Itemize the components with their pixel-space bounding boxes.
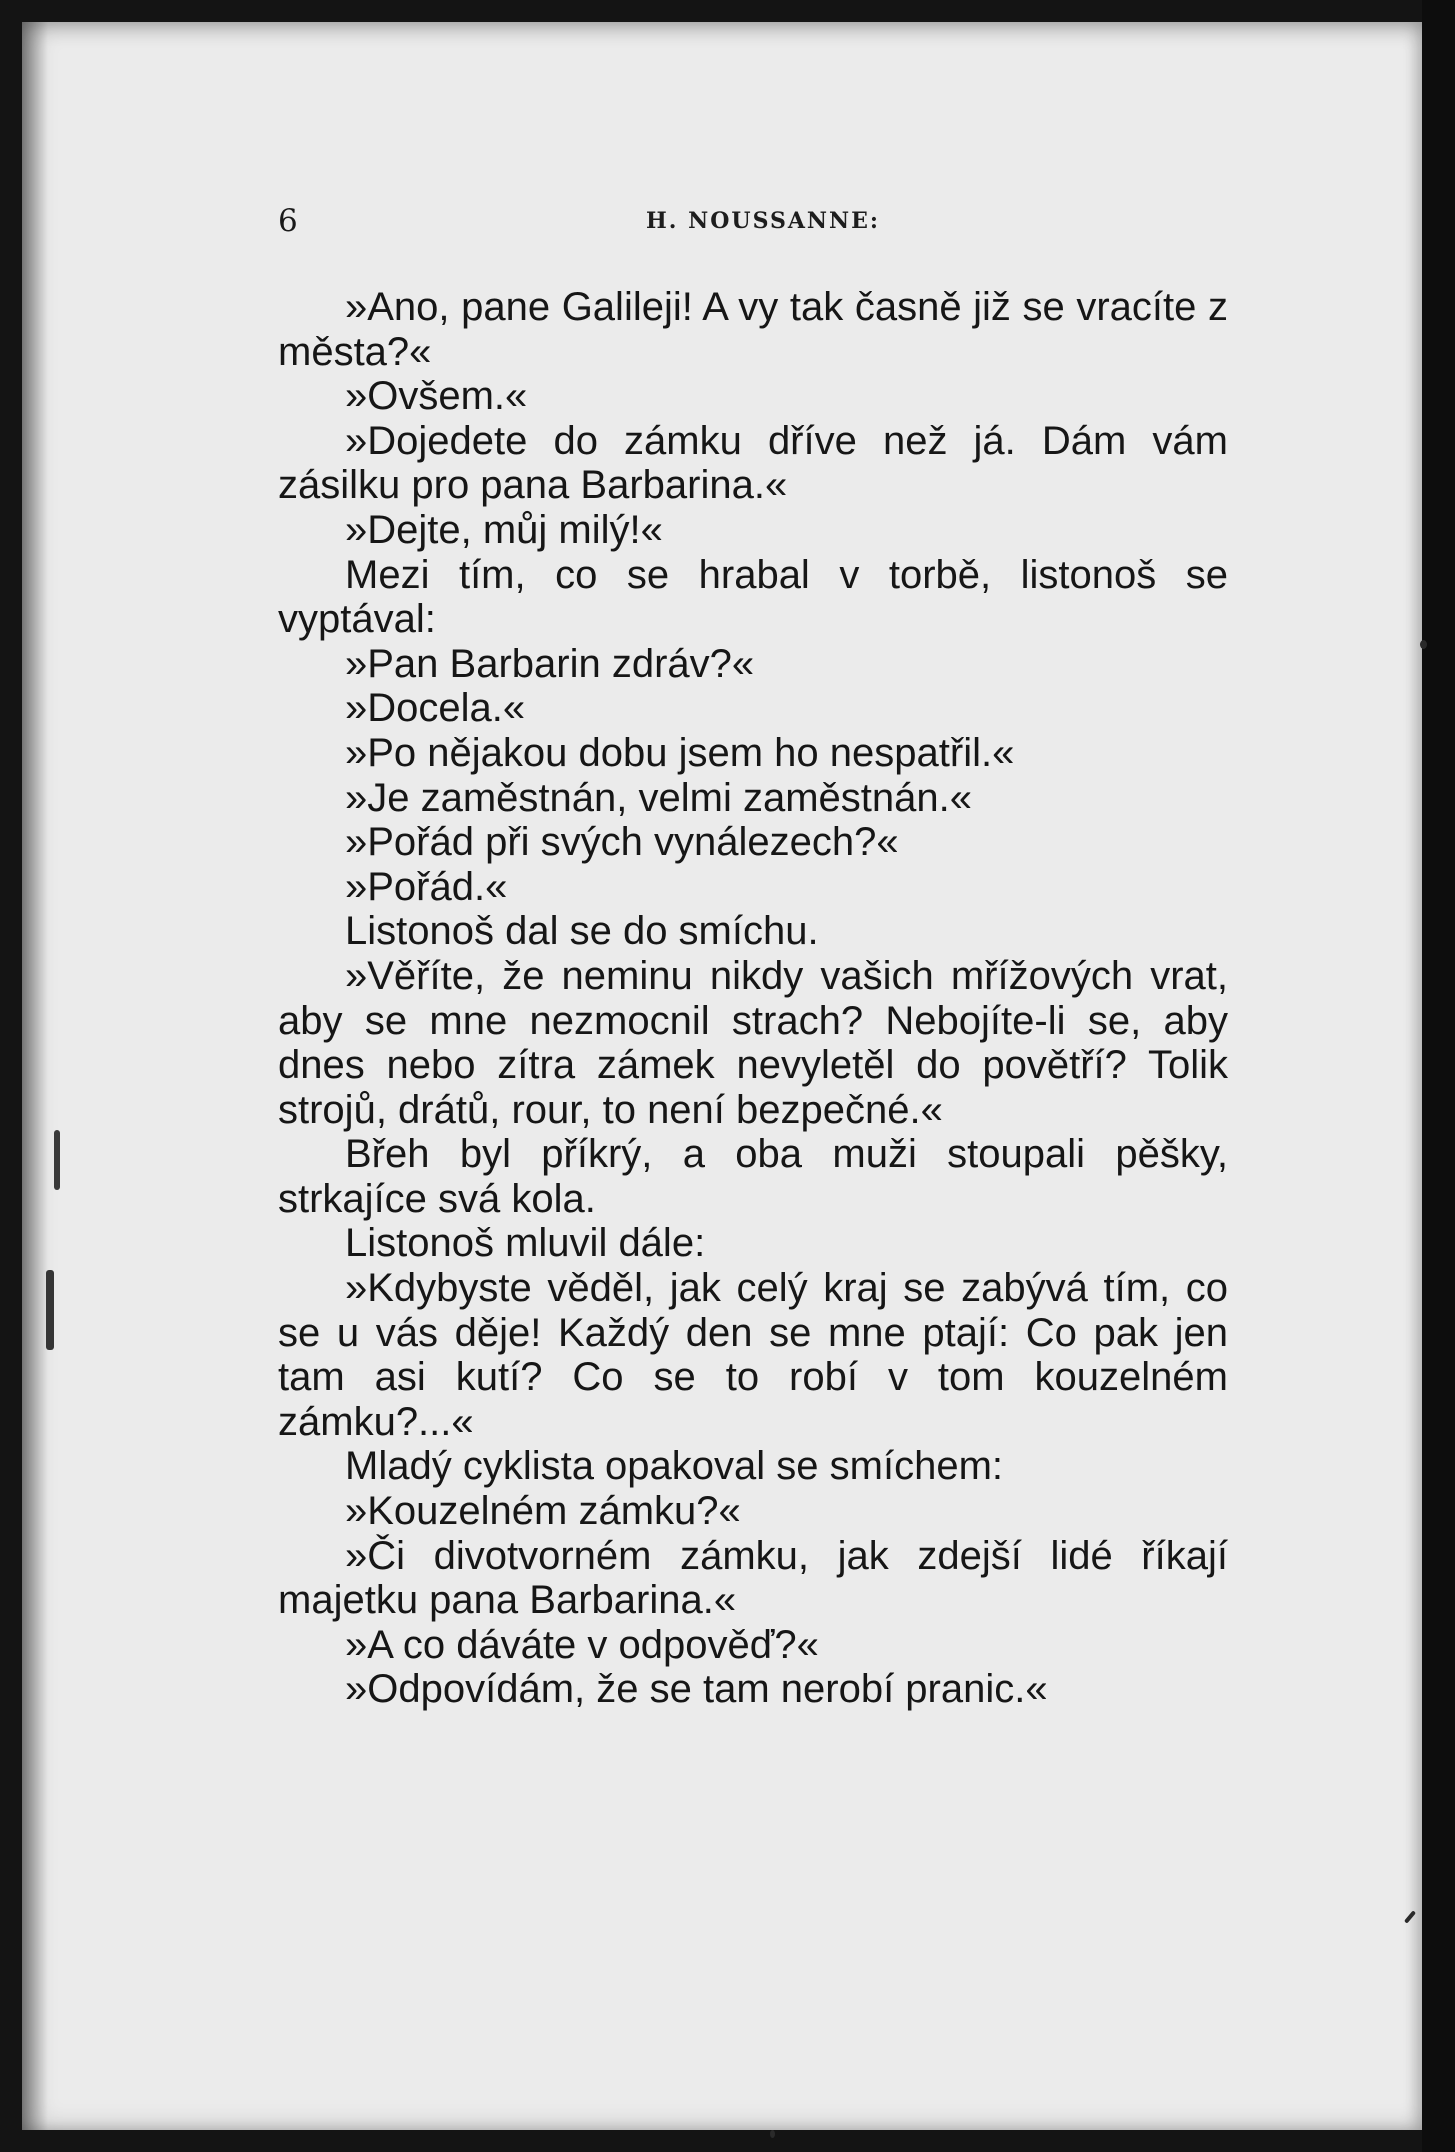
paragraph: »Docela.« bbox=[345, 686, 526, 731]
paragraph: »Pan Barbarin zdráv?« bbox=[345, 641, 755, 686]
paragraph: »Ano, pane Galileji! A vy tak časně již se vracíte z města?« bbox=[278, 285, 1228, 374]
paragraph: »A co dáváte v odpověď?« bbox=[345, 1622, 819, 1667]
paper-speck bbox=[46, 1270, 54, 1350]
page-number: 6 bbox=[278, 203, 298, 239]
paragraph: »Dejte, můj milý!« bbox=[345, 507, 663, 552]
paragraph: Břeh byl příkrý, a oba muži stoupali pěšky, strkajíce svá kola. bbox=[278, 1132, 1228, 1221]
paragraph: »Věříte, že neminu nikdy vašich mřížových vrat, aby se mne nezmocnil strach? Nebojíte-li se, aby dnes nebo zítra zámek nevyletěl do povětří? Tolik strojů, drátů, rour, to není bezpečné.« bbox=[278, 953, 1228, 1132]
paper-speck bbox=[1420, 640, 1427, 649]
paragraph: »Či divotvorném zámku, jak zdejší lidé říkají majetku pana Barbarina.« bbox=[278, 1533, 1228, 1623]
paragraph: »Je zaměstnán, velmi zaměstnán.« bbox=[345, 775, 972, 820]
paragraph: Listonoš mluvil dále: bbox=[345, 1221, 706, 1266]
paragraph: »Pořád.« bbox=[345, 864, 508, 909]
paragraph: »Po nějakou dobu jsem ho nespatřil.« bbox=[345, 730, 1015, 775]
paragraph: »Ovšem.« bbox=[345, 374, 528, 419]
paragraph: »Pořád při svých vynálezech?« bbox=[345, 820, 899, 865]
paper-speck bbox=[54, 1130, 60, 1190]
page-header bbox=[278, 203, 1228, 237]
paragraph: Listonoš dal se do smíchu. bbox=[345, 909, 819, 954]
page-spine-shadow bbox=[22, 22, 48, 2130]
paragraph: Mezi tím, co se hrabal v torbě, listonoš se vyptával: bbox=[278, 552, 1228, 642]
paragraph: Mladý cyklista opakoval se smíchem: bbox=[345, 1444, 1004, 1489]
running-head: H. NOUSSANNE: bbox=[646, 208, 881, 234]
scan-border bbox=[1422, 0, 1455, 2152]
paragraph: »Kouzelném zámku?« bbox=[345, 1489, 741, 1534]
body-text bbox=[278, 285, 1228, 1712]
paragraph: »Kdybyste věděl, jak celý kraj se zabývá tím, co se u vás děje! Každý den se mne ptají: Co pak jen tam asi kutí? Co se to robí v tom kouzelném zámku?...« bbox=[278, 1266, 1228, 1444]
paragraph: »Dojedete do zámku dříve než já. Dám vám zásilku pro pana Barbarina.« bbox=[278, 418, 1228, 508]
paragraph: »Odpovídám, že se tam nerobí pranic.« bbox=[345, 1667, 1048, 1712]
paper-speck bbox=[770, 2130, 775, 2138]
